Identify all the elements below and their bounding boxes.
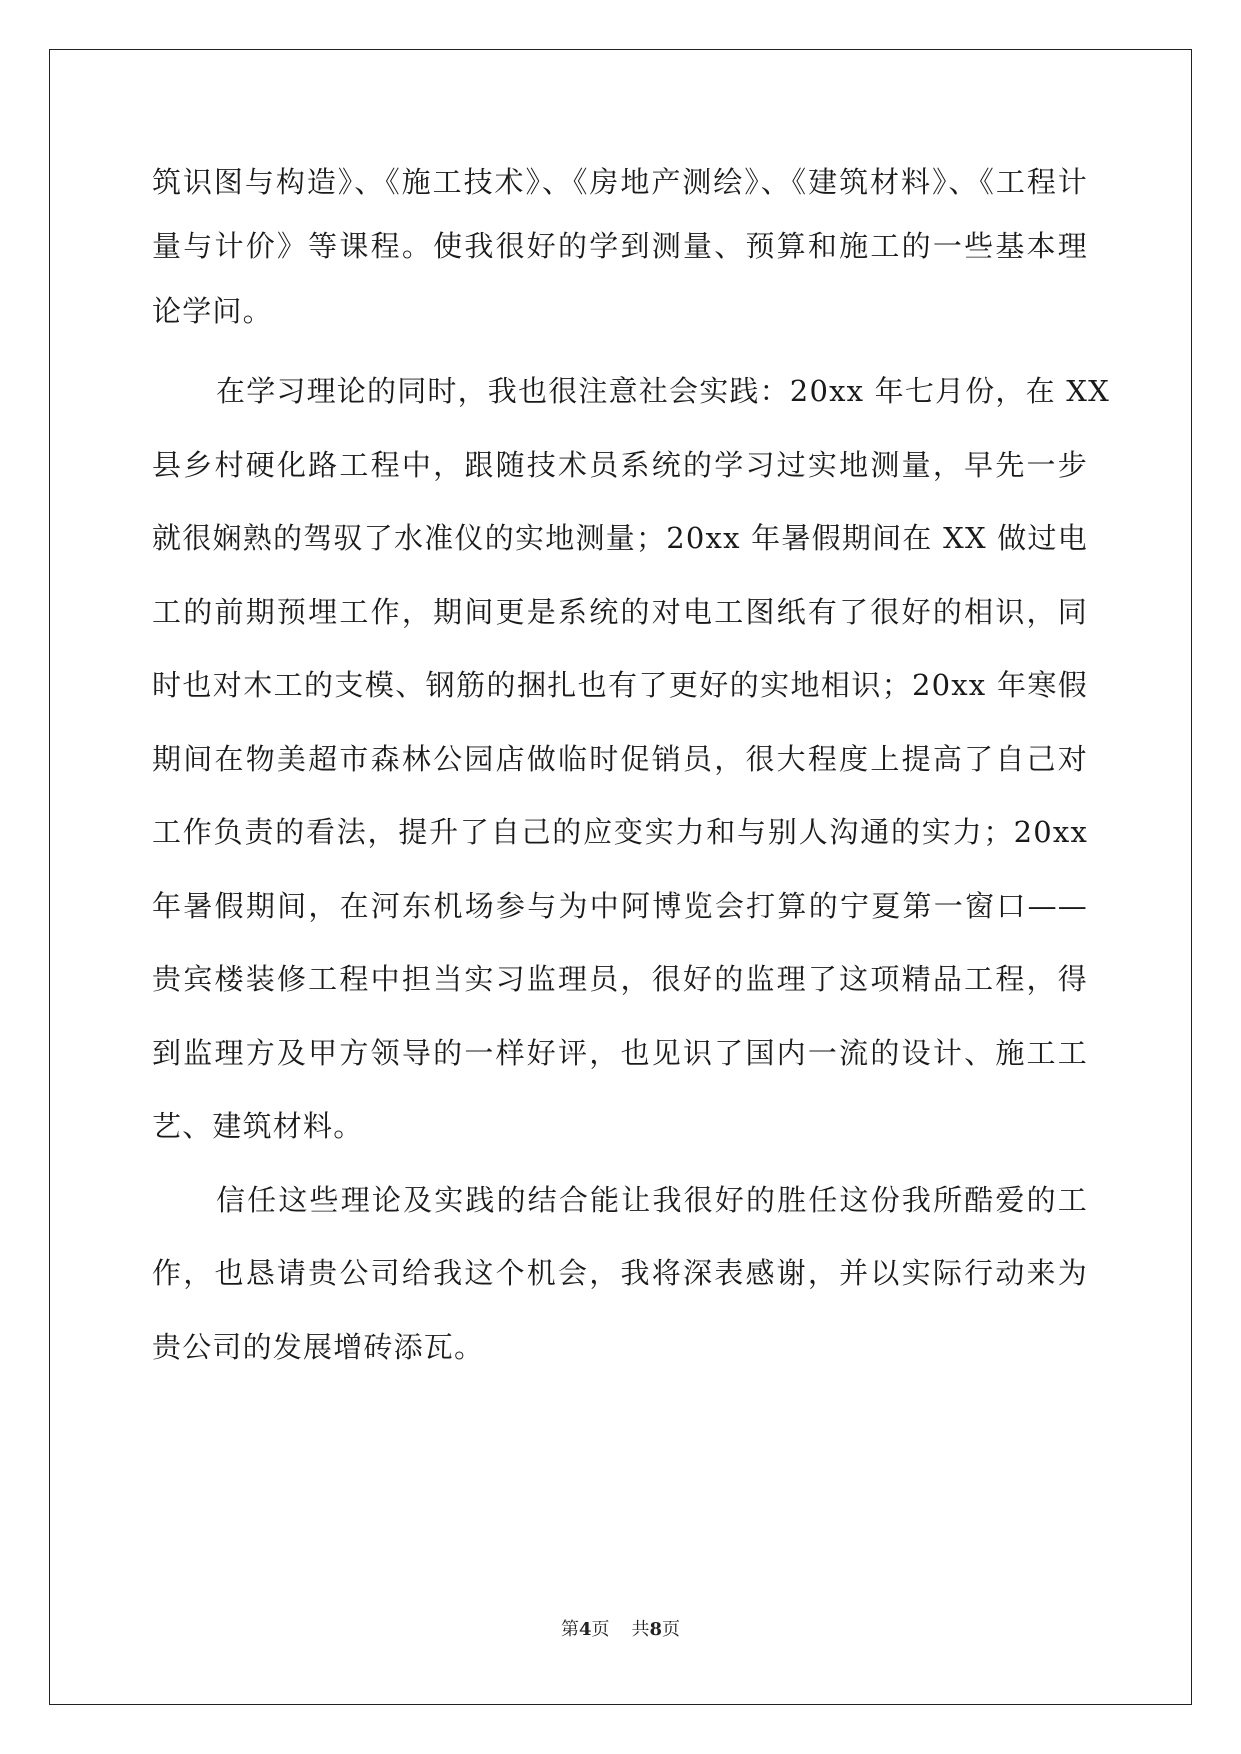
current-page-number: 4 <box>578 1619 592 1640</box>
text-line: 县乡村硬化路工程中，跟随技术员系统的学习过实地测量，早先一步 <box>152 448 1088 482</box>
page-suffix: 页 <box>591 1619 610 1640</box>
text-line: 工作负责的看法，提升了自己的应变实力和与别人沟通的实力；20xx <box>152 815 1088 849</box>
text-line: 时也对木工的支模、钢筋的捆扎也有了更好的实地相识；20xx 年寒假 <box>152 668 1088 702</box>
text-line: 就很娴熟的驾驭了水准仪的实地测量；20xx 年暑假期间在 XX 做过电 <box>152 521 1088 555</box>
page-prefix: 第 <box>560 1619 579 1640</box>
text-line: 艺、建筑材料。 <box>152 1109 364 1143</box>
text-line: 工的前期预埋工作，期间更是系统的对电工图纸有了很好的相识，同 <box>152 595 1088 629</box>
total-pages-number: 8 <box>649 1619 663 1640</box>
text-line: 贵公司的发展增砖添瓦。 <box>152 1330 485 1364</box>
text-line: 期间在物美超市森林公园店做临时促销员，很大程度上提高了自己对 <box>152 742 1088 776</box>
text-line: 贵宾楼装修工程中担当实习监理员，很好的监理了这项精品工程，得 <box>152 962 1088 996</box>
paragraph-first-line: 在学习理论的同时，我也很注意社会实践：20xx 年七月份，在 XX <box>216 374 1110 408</box>
text-line: 筑识图与构造》、《施工技术》、《房地产测绘》、《建筑材料》、《工程计 <box>152 165 1088 199</box>
paragraph-first-line: 信任这些理论及实践的结合能让我很好的胜任这份我所酷爱的工 <box>216 1183 1088 1217</box>
total-prefix: 共 <box>631 1619 650 1640</box>
text-line: 到监理方及甲方领导的一样好评，也见识了国内一流的设计、施工工 <box>152 1036 1088 1070</box>
text-line: 论学问。 <box>152 294 273 328</box>
text-line: 年暑假期间，在河东机场参与为中阿博览会打算的宁夏第一窗口—— <box>152 889 1088 923</box>
text-line: 作，也恳请贵公司给我这个机会，我将深表感谢，并以实际行动来为 <box>152 1256 1088 1290</box>
text-line: 量与计价》等课程。使我很好的学到测量、预算和施工的一些基本理 <box>152 229 1088 263</box>
total-suffix: 页 <box>662 1619 681 1640</box>
page-footer <box>0 1618 1241 1642</box>
